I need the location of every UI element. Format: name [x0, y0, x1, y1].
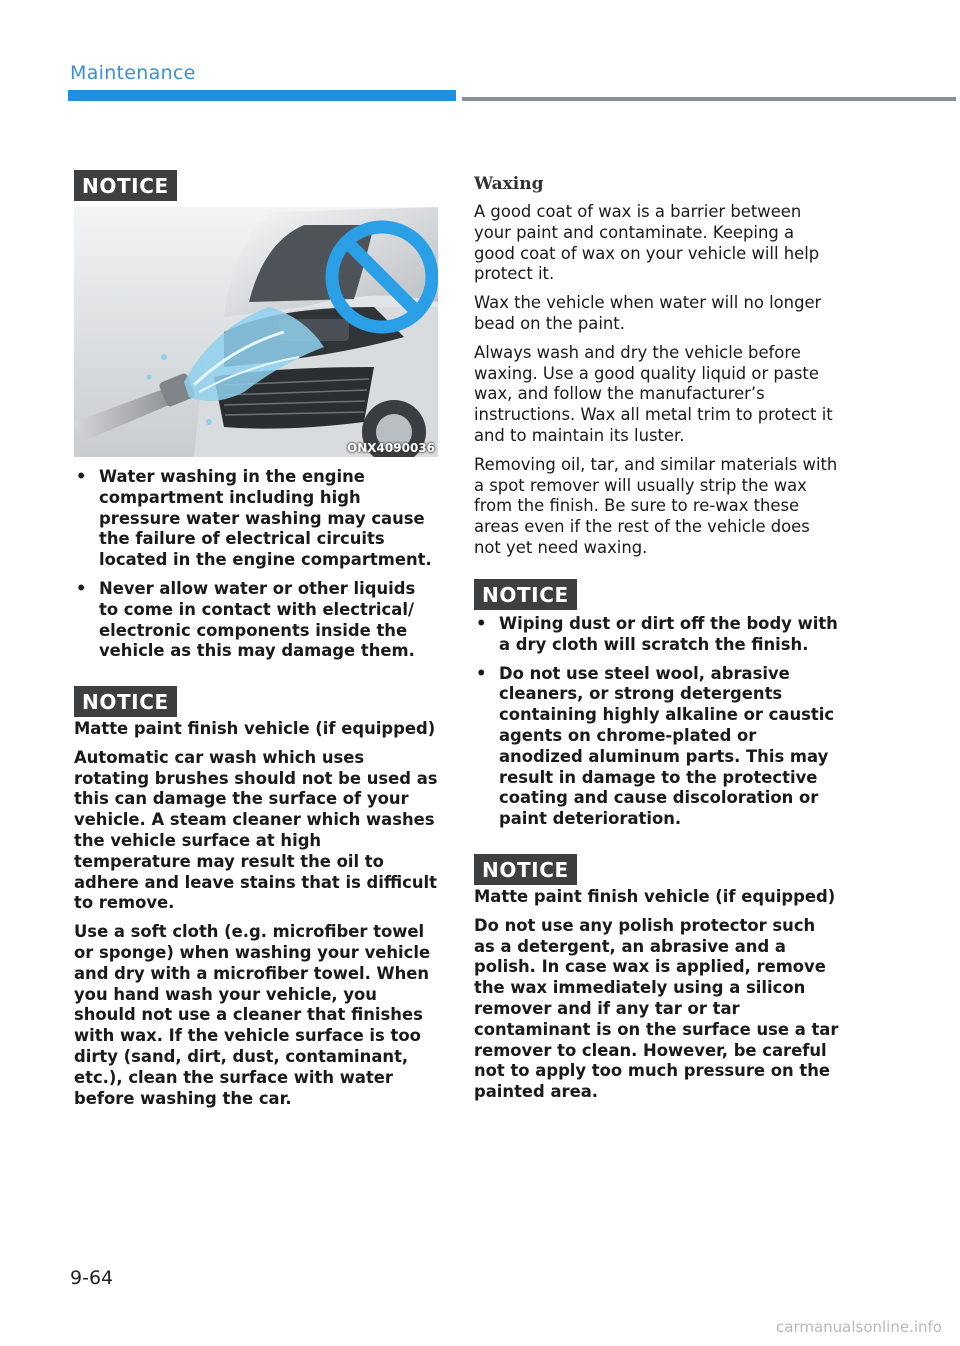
header-rule [462, 97, 956, 101]
notice-engine-washing [74, 467, 438, 670]
list-item: • Never allow water or other liquids to come in contact with electrical/ electronic components inside the vehicle as this may damage them. [74, 579, 438, 662]
paragraph: A good coat of wax is a barrier between your paint and contaminate. Keeping a good coat of wax on your vehicle will help protect it. [474, 202, 820, 284]
list-item: • Water washing in the engine compartment including high pressure water washing may cause the failure of electrical circuits located in the engine compartment. [74, 467, 438, 571]
header-rule-accent [68, 90, 456, 101]
list-item: • Do not use steel wool, abrasive cleaners, or strong detergents containing highly alkaline or caustic agents on chrome-plated or anodized aluminum parts. This may result in damage to the protective coating and cause discoloration or paint deterioration. [474, 664, 840, 830]
notice-finish-care [474, 614, 840, 838]
paragraph: Wax the vehicle when water will no longer bead on the paint. [474, 293, 822, 333]
section-title: Maintenance [70, 62, 196, 84]
notice-label: NOTICE [74, 170, 177, 201]
engine-wash-illustration [74, 207, 438, 457]
paragraph: Do not use any polish protector such as a detergent, an abrasive and a polish. In case wax is applied, remove the wax immediately using a silicon remover and if any tar or tar contaminant is on the surface use a tar remover to clean. However, be careful not to apply too much pressure on the painted area. [474, 915, 839, 1102]
page-number: 9-64 [70, 1267, 114, 1289]
notice-title: Matte paint finish vehicle (if equipped) [474, 887, 836, 906]
notice-label: NOTICE [74, 686, 177, 717]
notice-matte-paint-polish [474, 887, 840, 1111]
paragraph: Use a soft cloth (e.g. microfiber towel or sponge) when washing your vehicle and dry with a microfiber towel. When you hand wash your vehicle, you should not use a cleaner that finishes with wax. If the vehicle surface is too dirty (sand, dirt, dust, contaminant, etc.), clean the surface with water before washing the car. [74, 922, 431, 1108]
paragraph: Removing oil, tar, and similar materials with a spot remover will usually strip the wax from the finish. Be sure to re-wax these areas even if the rest of the vehicle does not yet need waxing. [474, 454, 838, 557]
notice-label: NOTICE [474, 579, 577, 610]
engine-wash-image [74, 207, 438, 457]
notice-matte-paint-washing [74, 719, 438, 1117]
bullet-list [74, 467, 438, 662]
waxing-text [474, 202, 840, 567]
watermark: carmanualsonline.info [776, 1318, 942, 1336]
section-heading-waxing: Waxing [474, 174, 544, 194]
bullet-list [474, 614, 840, 830]
notice-title: Matte paint finish vehicle (if equipped) [74, 719, 436, 738]
list-item: • Wiping dust or dirt off the body with a dry cloth will scratch the finish. [474, 614, 840, 656]
paragraph: Automatic car wash which uses rotating brushes should not be used as this can damage the surface of your vehicle. A steam cleaner which washes the vehicle surface at high temperature may result the oil to adhere and leave stains that is difficult to remove. [74, 747, 438, 913]
paragraph: Always wash and dry the vehicle before waxing. Use a good quality liquid or paste wax, and follow the manufacturer’s instructions. Wax all metal trim to protect it and to maintain its luster. [474, 342, 833, 445]
figure-code: ONX4090036 [347, 441, 435, 455]
notice-label: NOTICE [474, 854, 577, 885]
